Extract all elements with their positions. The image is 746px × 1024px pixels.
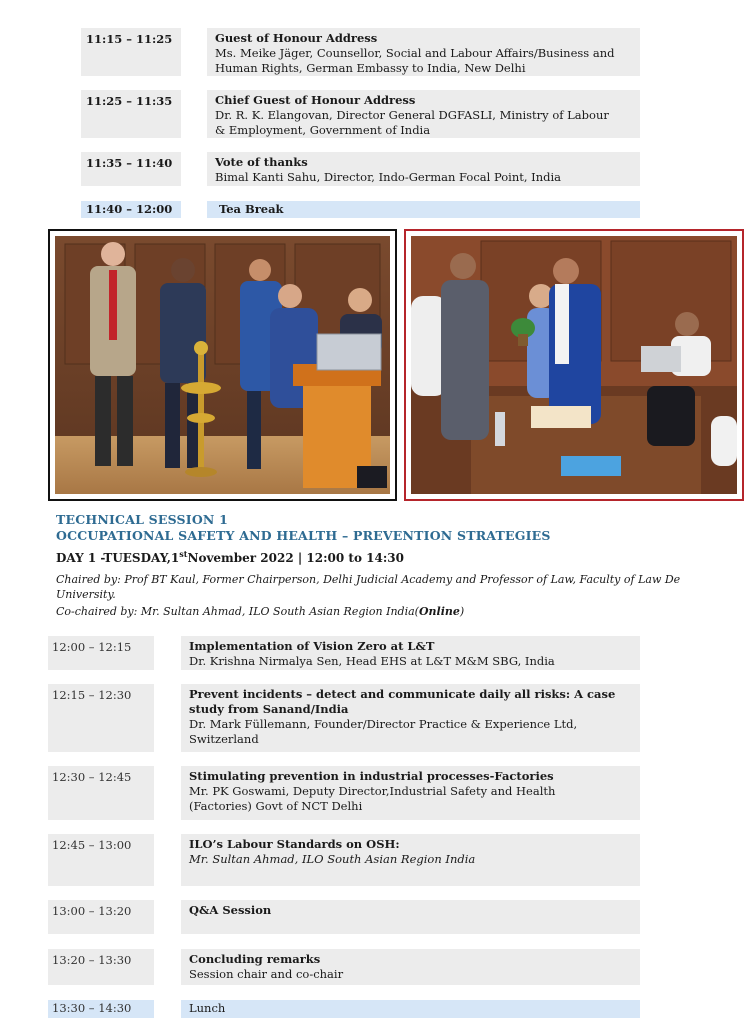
- cochaired-suffix: ): [459, 605, 465, 618]
- session-day-sup: st: [179, 549, 188, 559]
- agenda-time-cell: [48, 684, 154, 752]
- agenda-detail: Mr. PK Goswami, Deputy Director,Industrial Safety and Health: [189, 784, 556, 798]
- chaired-by: Chaired by: Prof BT Kaul, Former Chairperson, Delhi Judicial Academy and Professor of Law, Faculty of Law De: [56, 573, 681, 586]
- agenda-time-cell: [81, 201, 181, 218]
- agenda-title: Q&A Session: [189, 903, 272, 917]
- agenda-title: Vote of thanks: [215, 155, 308, 169]
- agenda-detail: Dr. R. K. Elangovan, Director General DGFASLI, Ministry of Labour: [215, 108, 609, 122]
- session-title: OCCUPATIONAL SAFETY AND HEALTH – PREVENTION STRATEGIES: [56, 528, 551, 543]
- agenda-desc-cell: [181, 636, 640, 670]
- session-label: TECHNICAL SESSION 1: [56, 512, 228, 527]
- agenda-detail: Human Rights, German Embassy to India, New Delhi: [215, 61, 526, 75]
- plant-presentation-image: [411, 236, 737, 494]
- agenda-title: Guest of Honour Address: [215, 31, 378, 45]
- session-day: [56, 549, 404, 565]
- cochaired-prefix: Co-chaired by: Mr. Sultan Ahmad, ILO South Asian Region India(: [56, 605, 419, 618]
- agenda-time-cell: [81, 152, 181, 186]
- lamp-lighting-photo: [48, 229, 397, 501]
- agenda-desc-cell: [207, 90, 640, 138]
- agenda-time: 11:40 – 12:00: [86, 202, 173, 216]
- cochaired-by: [56, 604, 696, 619]
- agenda-time-cell: [48, 636, 154, 670]
- agenda-title: Stimulating prevention in industrial processes-Factories: [189, 769, 554, 783]
- agenda-desc-cell: [181, 834, 640, 886]
- agenda-time-cell: [48, 900, 154, 934]
- agenda-time: 12:00 – 12:15: [52, 640, 132, 654]
- agenda-time-cell: [48, 1000, 154, 1018]
- agenda-desc-cell: [181, 900, 640, 934]
- agenda-title: Implementation of Vision Zero at L&T: [189, 639, 435, 653]
- agenda-time-cell: [48, 766, 154, 820]
- agenda-desc-cell: [181, 684, 640, 752]
- agenda-detail: Bimal Kanti Sahu, Director, Indo-German Focal Point, India: [215, 170, 562, 184]
- agenda-time-cell: [81, 90, 181, 138]
- agenda-time: 12:15 – 12:30: [52, 688, 132, 702]
- agenda-desc-cell: [207, 152, 640, 186]
- agenda-title: Tea Break: [219, 202, 284, 216]
- agenda-detail: & Employment, Government of India: [215, 123, 431, 137]
- agenda-time-cell: [81, 28, 181, 76]
- agenda-title: Lunch: [189, 1001, 226, 1015]
- agenda-time: 11:35 – 11:40: [86, 156, 173, 170]
- agenda-desc-cell: [207, 201, 640, 218]
- agenda-desc-cell: [181, 949, 640, 985]
- agenda-detail: Switzerland: [189, 732, 259, 746]
- session-day-prefix: DAY 1 -TUESDAY,1: [56, 551, 180, 565]
- agenda-detail: Session chair and co-chair: [189, 967, 344, 981]
- agenda-time: 12:30 – 12:45: [52, 770, 132, 784]
- agenda-detail: Ms. Meike Jäger, Counsellor, Social and Labour Affairs/Business and: [215, 46, 615, 60]
- agenda-title: ILO’s Labour Standards on OSH:: [189, 837, 400, 851]
- agenda-time: 13:30 – 14:30: [52, 1001, 132, 1015]
- plant-presentation-photo: [404, 229, 744, 501]
- agenda-detail: Mr. Sultan Ahmad, ILO South Asian Region India: [189, 852, 476, 866]
- agenda-time: 12:45 – 13:00: [52, 838, 132, 852]
- agenda-title: Concluding remarks: [189, 952, 321, 966]
- agenda-time: 11:15 – 11:25: [86, 32, 173, 46]
- agenda-time: 13:20 – 13:30: [52, 953, 132, 967]
- agenda-detail: Dr. Krishna Nirmalya Sen, Head EHS at L&T M&M SBG, India: [189, 654, 555, 668]
- agenda-desc-cell: [181, 1000, 640, 1018]
- agenda-detail: (Factories) Govt of NCT Delhi: [189, 799, 363, 813]
- session-day-suffix: November 2022 | 12:00 to 14:30: [187, 551, 404, 565]
- chaired-by-cont: University.: [56, 588, 116, 601]
- agenda-title: Chief Guest of Honour Address: [215, 93, 416, 107]
- agenda-time: 13:00 – 13:20: [52, 904, 132, 918]
- cochaired-bold: Online: [418, 605, 460, 618]
- agenda-time-cell: [48, 834, 154, 886]
- agenda-title-cont: study from Sanand/India: [189, 702, 349, 716]
- agenda-desc-cell: [181, 766, 640, 820]
- lamp-lighting-image: [55, 236, 390, 494]
- agenda-time: 11:25 – 11:35: [86, 94, 173, 108]
- agenda-title: Prevent incidents – detect and communicate daily all risks: A case: [189, 687, 616, 701]
- agenda-detail: Dr. Mark Füllemann, Founder/Director Practice & Experience Ltd,: [189, 717, 578, 731]
- agenda-desc-cell: [207, 28, 640, 76]
- agenda-time-cell: [48, 949, 154, 985]
